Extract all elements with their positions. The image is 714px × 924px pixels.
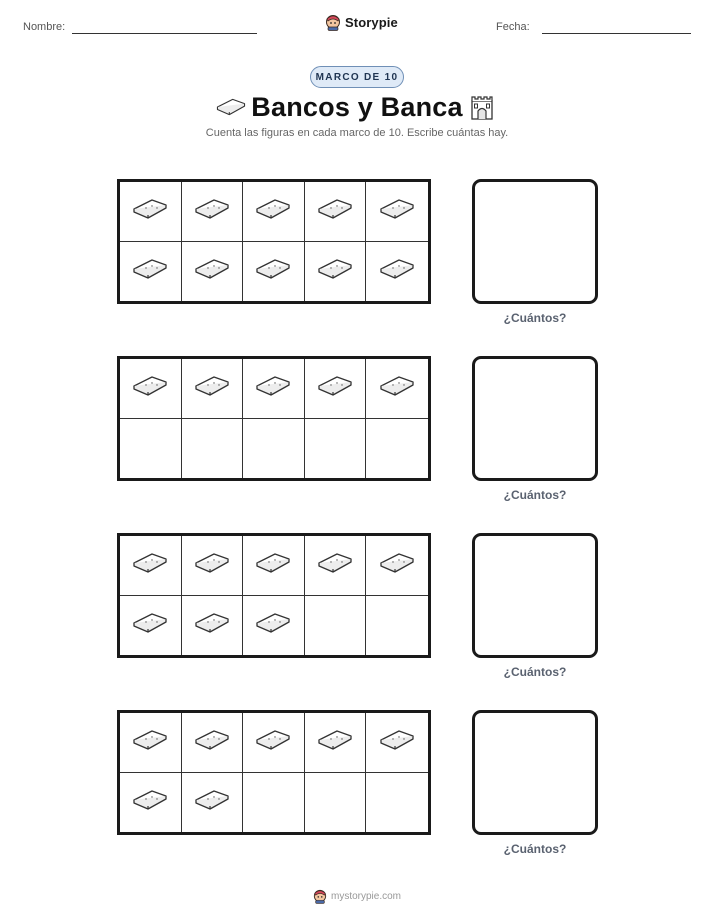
ten-frame-cell	[120, 242, 182, 302]
ten-frame-cell	[243, 182, 305, 242]
bench-seat-icon	[315, 727, 355, 758]
bench-seat-icon	[130, 373, 170, 404]
ten-frame	[117, 356, 431, 481]
ten-frame-cell	[120, 359, 182, 419]
bench-seat-icon	[377, 373, 417, 404]
ten-frame-cell	[305, 536, 367, 596]
ten-frame-cell	[366, 536, 428, 596]
ten-frame-cell	[366, 359, 428, 419]
storypie-mascot-icon	[313, 888, 327, 904]
bench-seat-icon	[130, 256, 170, 287]
bank-building-icon	[468, 93, 496, 121]
ten-frame-cell	[120, 182, 182, 242]
brand-name: Storypie	[345, 14, 398, 30]
page-title: Bancos y Banca	[251, 92, 463, 122]
instructions: Cuenta las figuras en cada marco de 10. Escribe cuántas hay.	[205, 127, 509, 139]
bench-seat-icon	[192, 196, 232, 227]
ten-frame-cell	[182, 713, 244, 773]
bench-seat-icon	[315, 196, 355, 227]
bench-seat-icon	[192, 373, 232, 404]
ten-frame-cell	[182, 773, 244, 833]
how-many-label: ¿Cuántos?	[503, 842, 567, 856]
ten-frame	[117, 179, 431, 304]
bench-seat-icon	[253, 727, 293, 758]
ten-frame-cell	[243, 419, 305, 479]
ten-frame-cell	[120, 536, 182, 596]
ten-frame-cell	[243, 359, 305, 419]
bench-seat-icon	[377, 256, 417, 287]
answer-box[interactable]	[472, 533, 598, 658]
ten-frame-cell	[305, 596, 367, 656]
answer-box[interactable]	[472, 179, 598, 304]
ten-frame-cell	[120, 713, 182, 773]
bench-seat-icon	[192, 256, 232, 287]
ten-frame-cell	[305, 359, 367, 419]
ten-frame-cell	[182, 536, 244, 596]
bench-seat-icon	[192, 610, 232, 641]
footer	[0, 888, 714, 904]
bench-seat-icon	[192, 550, 232, 581]
storypie-mascot-icon	[325, 13, 341, 31]
ten-frame-cell	[243, 242, 305, 302]
date-label: Fecha:	[496, 21, 530, 33]
bench-seat-icon	[253, 196, 293, 227]
ten-frame-cell	[243, 713, 305, 773]
ten-frame	[117, 533, 431, 658]
ten-frame-cell	[305, 713, 367, 773]
bench-seat-icon	[377, 196, 417, 227]
ten-frame-cell	[305, 242, 367, 302]
ten-frame-cell	[366, 596, 428, 656]
ten-frame-cell	[366, 242, 428, 302]
bench-seat-icon	[130, 550, 170, 581]
bench-seat-icon	[377, 550, 417, 581]
footer-site[interactable]: mystorypie.com	[330, 890, 401, 902]
bench-seat-icon	[315, 373, 355, 404]
ten-frame	[117, 710, 431, 835]
bench-seat-icon	[130, 196, 170, 227]
bench-seat-icon	[253, 256, 293, 287]
ten-frame-cell	[243, 596, 305, 656]
bench-seat-icon	[253, 373, 293, 404]
ten-frame-cell	[120, 419, 182, 479]
name-label: Nombre:	[23, 21, 66, 33]
ten-frame-cell	[366, 773, 428, 833]
ten-frame-cell	[243, 536, 305, 596]
name-line[interactable]	[72, 33, 257, 34]
ten-frame-cell	[243, 773, 305, 833]
ten-frame-cell	[120, 596, 182, 656]
bench-seat-icon	[192, 727, 232, 758]
ten-frame-cell	[182, 182, 244, 242]
ten-frame-cell	[366, 713, 428, 773]
how-many-label: ¿Cuántos?	[503, 488, 567, 502]
date-line[interactable]	[542, 33, 691, 34]
ten-frame-cell	[305, 773, 367, 833]
answer-box[interactable]	[472, 710, 598, 835]
bench-seat-icon	[253, 610, 293, 641]
ten-frame-cell	[182, 596, 244, 656]
brand-logo	[325, 13, 398, 31]
bench-seat-icon	[130, 610, 170, 641]
ten-frame-cell	[366, 182, 428, 242]
bench-seat-icon	[253, 550, 293, 581]
ten-frame-cell	[182, 242, 244, 302]
how-many-label: ¿Cuántos?	[503, 665, 567, 679]
ten-frame-cell	[305, 419, 367, 479]
bench-seat-icon	[315, 550, 355, 581]
ten-frame-cell	[182, 359, 244, 419]
bench-seat-icon	[130, 787, 170, 818]
answer-box[interactable]	[472, 356, 598, 481]
ten-frame-cell	[182, 419, 244, 479]
bench-seat-icon	[192, 787, 232, 818]
worksheet-type-badge: MARCO DE 10	[310, 66, 404, 88]
how-many-label: ¿Cuántos?	[503, 311, 567, 325]
ten-frame-cell	[305, 182, 367, 242]
bench-seat-icon	[377, 727, 417, 758]
ten-frame-cell	[366, 419, 428, 479]
ten-frame-cell	[120, 773, 182, 833]
bench-seat-icon	[130, 727, 170, 758]
bench-seat-icon	[315, 256, 355, 287]
